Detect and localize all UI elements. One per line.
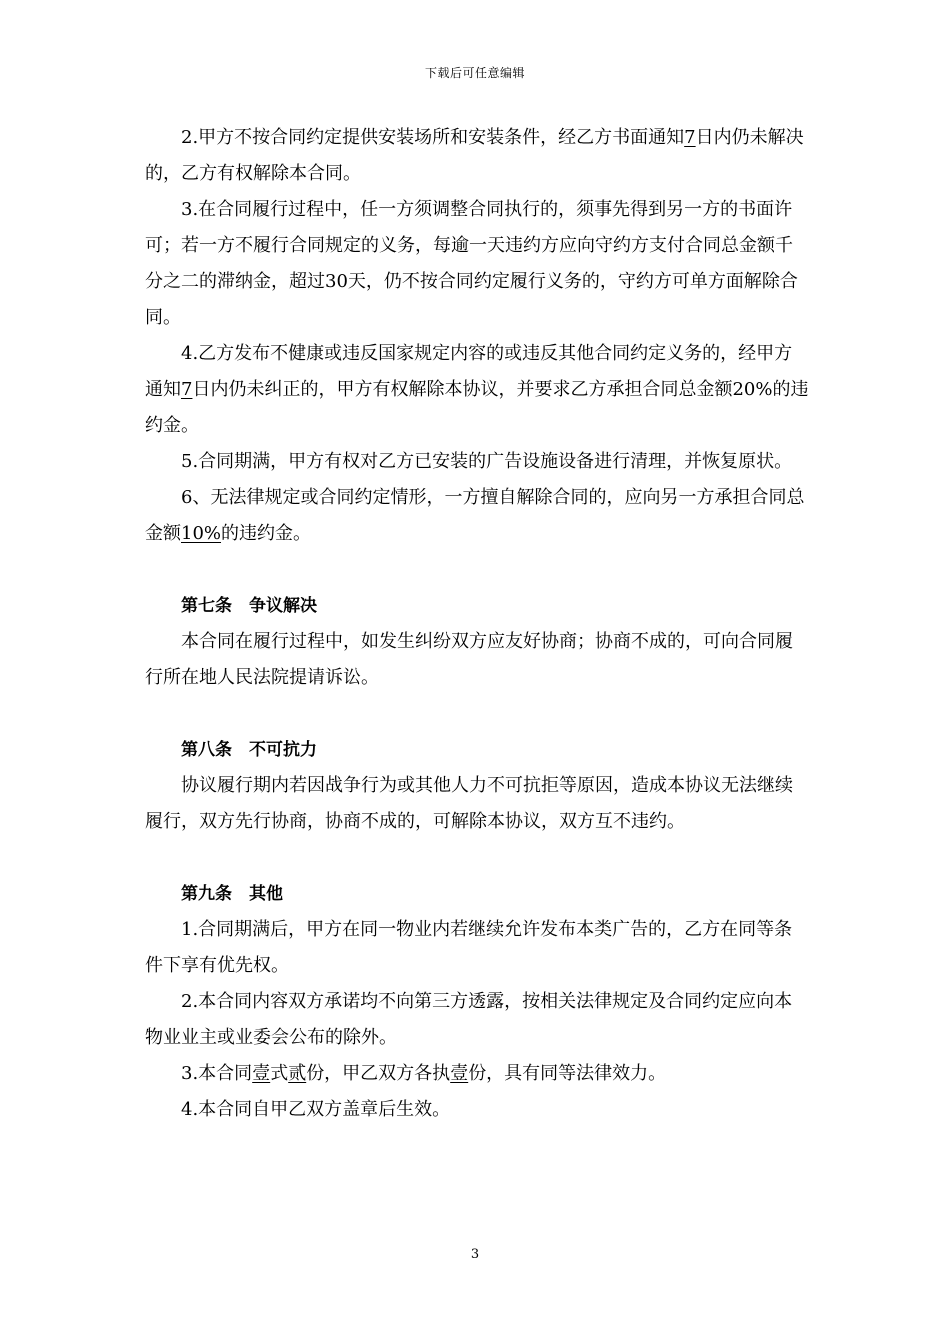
underlined-percent: 10%: [181, 523, 222, 544]
article-7-text: 本合同在履行过程中，如发生纠纷双方应友好协商；协商不成的，可向合同履行所在地人民法院提请诉讼。: [145, 631, 793, 688]
article-9-item-4: 4.本合同自甲乙双方盖章后生效。: [181, 1099, 451, 1120]
article-7-title: 第七条 争议解决: [181, 596, 317, 616]
article-9-item-1: 1.合同期满后，甲方在同一物业内若继续允许发布本类广告的，乙方在同等条件下享有优先权。: [145, 919, 793, 976]
page-header: 下载后可任意编辑: [424, 66, 525, 80]
clause-5: 5.合同期满，甲方有权对乙方已安装的广告设施设备进行清理，并恢复原状。: [181, 451, 793, 472]
underlined-days: 7: [684, 127, 696, 148]
underlined-days: 7: [181, 379, 193, 400]
clause-6: 6、无法律规定或合同约定情形，一方擅自解除合同的，应向另一方承担合同总金额10%的违约金。: [145, 487, 805, 544]
clause-3: 3.在合同履行过程中，任一方须调整合同执行的，须事先得到另一方的书面许可；若一方不履行合同规定的义务，每逾一天违约方应向守约方支付合同总金额千分之二的滞纳金，超过30天，仍不按合同约定履行义务的，守约方可单方面解除合同。: [145, 199, 798, 328]
document-body: [145, 120, 810, 1128]
clause-4: 4.乙方发布不健康或违反国家规定内容的或违反其他合同约定义务的，经甲方通知7日内仍未纠正的，甲方有权解除本协议，并要求乙方承担合同总金额20%的违约金。: [145, 343, 809, 436]
article-8-title: 第八条 不可抗力: [181, 740, 317, 760]
spacer: [145, 840, 810, 876]
spacer: [145, 552, 810, 588]
spacer: [145, 696, 810, 732]
article-8-text: 协议履行期内若因战争行为或其他人力不可抗拒等原因，造成本协议无法继续履行，双方先行协商，协商不成的，可解除本协议，双方互不违约。: [145, 775, 793, 832]
article-9-item-2: 2.本合同内容双方承诺均不向第三方透露，按相关法律规定及合同约定应向本物业业主或业委会公布的除外。: [145, 991, 793, 1048]
clause-2: 2.甲方不按合同约定提供安装场所和安装条件，经乙方书面通知7日内仍未解决的，乙方有权解除本合同。: [145, 127, 804, 184]
article-9-item-3: 3.本合同壹式贰份，甲乙双方各执壹份，具有同等法律效力。: [181, 1063, 667, 1084]
article-9-title: 第九条 其他: [181, 884, 283, 904]
page-number: 3: [470, 1247, 480, 1262]
